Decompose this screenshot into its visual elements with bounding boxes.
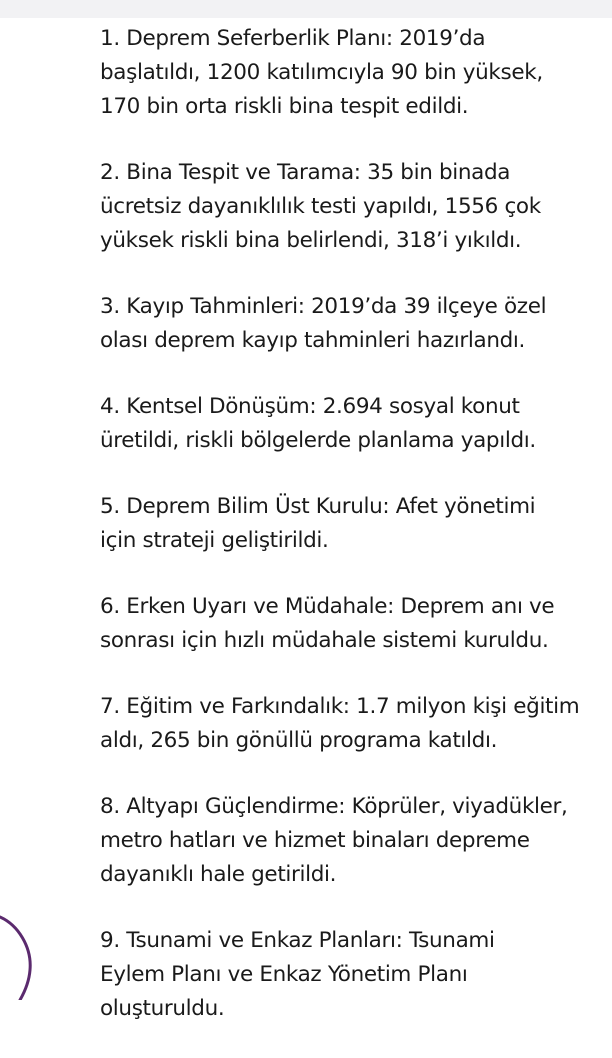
list-item xyxy=(100,156,605,258)
decorative-curve-icon xyxy=(0,915,40,1000)
list-item-line: 2. Bina Tespit ve Tarama: 35 bin binada xyxy=(100,160,511,185)
list-item-line: başlatıldı, 1200 katılımcıyla 90 bin yüksek, xyxy=(100,60,543,85)
list-item xyxy=(100,290,605,358)
list-item-line: üretildi, riskli bölgelerde planlama yapıldı. xyxy=(100,428,536,453)
list-item xyxy=(100,590,605,658)
list-item-line: 9. Tsunami ve Enkaz Planları: Tsunami xyxy=(100,928,495,953)
list-item xyxy=(100,690,605,758)
list-item-line: 8. Altyapı Güçlendirme: Köprüler, viyadükler, xyxy=(100,794,568,819)
list-item-line: oluşturuldu. xyxy=(100,996,225,1021)
list-item-line: 1. Deprem Seferberlik Planı: 2019’da xyxy=(100,26,486,51)
list-item xyxy=(100,22,605,124)
list-item-line: için strateji geliştirildi. xyxy=(100,528,329,553)
list-item-line: 3. Kayıp Tahminleri: 2019’da 39 ilçeye özel xyxy=(100,294,547,319)
list-item-line: Eylem Planı ve Enkaz Yönetim Planı xyxy=(100,962,468,987)
list-item-line: ücretsiz dayanıklılık testi yapıldı, 1556 çok xyxy=(100,194,541,219)
list-item-line: 6. Erken Uyarı ve Müdahale: Deprem anı ve xyxy=(100,594,555,619)
list-item xyxy=(100,790,605,892)
list-item xyxy=(100,924,605,1026)
list-item-line: yüksek riskli bina belirlendi, 318’i yıkıldı. xyxy=(100,228,522,253)
list-item-line: sonrası için hızlı müdahale sistemi kuruldu. xyxy=(100,628,549,653)
list-item-line: 5. Deprem Bilim Üst Kurulu: Afet yönetimi xyxy=(100,494,536,519)
list-item xyxy=(100,390,605,458)
list-item-line: olası deprem kayıp tahminleri hazırlandı. xyxy=(100,328,526,353)
list-item xyxy=(100,490,605,558)
list-item-line: metro hatları ve hizmet binaları depreme xyxy=(100,828,530,853)
list-item-line: 4. Kentsel Dönüşüm: 2.694 sosyal konut xyxy=(100,394,520,419)
list-item-line: 7. Eğitim ve Farkındalık: 1.7 milyon kişi eğitim xyxy=(100,694,580,719)
list-item-line: aldı, 265 bin gönüllü programa katıldı. xyxy=(100,728,498,753)
top-scroll-edge xyxy=(0,0,612,18)
list-item-line: dayanıklı hale getirildi. xyxy=(100,862,337,887)
earthquake-measures-list xyxy=(100,22,605,1058)
list-item-line: 170 bin orta riskli bina tespit edildi. xyxy=(100,94,469,119)
